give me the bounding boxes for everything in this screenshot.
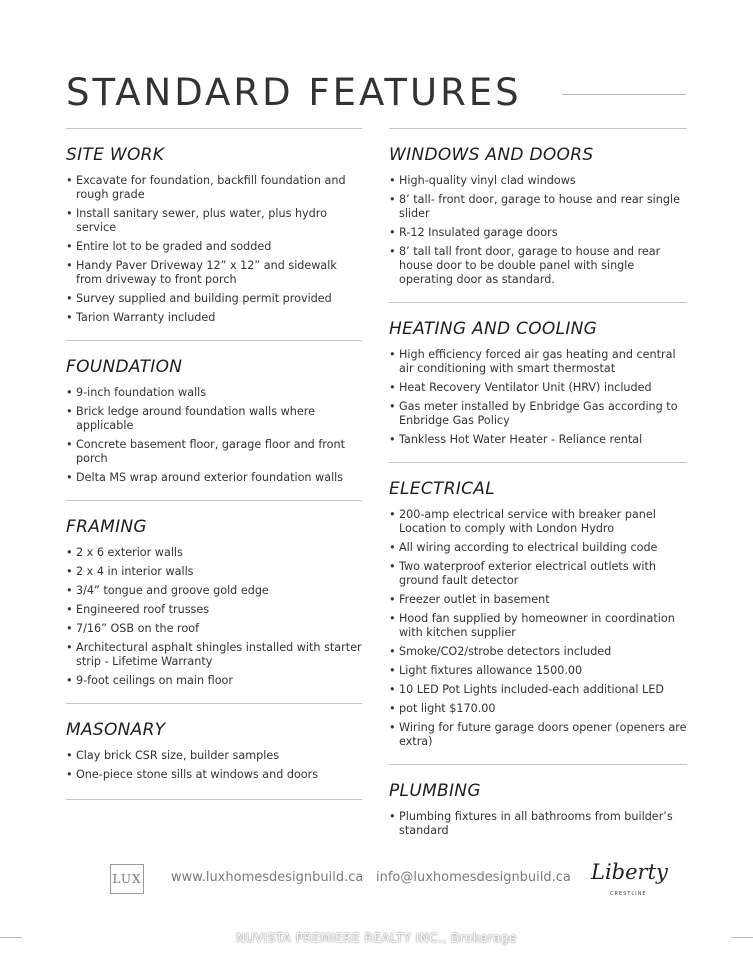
brokerage-watermark: NUVISTA PREMIERE REALTY INC., Brokerage xyxy=(236,931,517,945)
list-item: • Two waterproof exterior electrical outlets with ground fault detector xyxy=(389,560,687,588)
list-item: • Architectural asphalt shingles installed with starter strip - Lifetime Warranty xyxy=(66,641,362,669)
list-item: • High efficiency forced air gas heating and central air conditioning with smart thermostat xyxy=(389,348,687,376)
list-item: • 200-amp electrical service with breaker panel Location to comply with London Hydro xyxy=(389,508,687,536)
list-item: • Excavate for foundation, backfill foundation and rough grade xyxy=(66,174,362,202)
section-site-work xyxy=(66,128,362,340)
section-heading: SITE WORK xyxy=(66,145,165,165)
list-item: • R-12 Insulated garage doors xyxy=(389,226,687,240)
list-item: • Tankless Hot Water Heater - Reliance rental xyxy=(389,433,687,447)
section-heading: MASONARY xyxy=(66,720,166,740)
section-foundation xyxy=(66,340,362,500)
list-item: • Install sanitary sewer, plus water, plus hydro service xyxy=(66,207,362,235)
right-column xyxy=(389,128,687,853)
list-item: • High-quality vinyl clad windows xyxy=(389,174,687,188)
section-framing xyxy=(66,500,362,703)
feature-list xyxy=(389,508,687,749)
liberty-logo-subtext: CRESTLINE xyxy=(610,891,647,897)
list-item: • Survey supplied and building permit provided xyxy=(66,292,362,306)
website-link[interactable]: www.luxhomesdesignbuild.ca xyxy=(171,870,364,885)
list-item: • Light fixtures allowance 1500.00 xyxy=(389,664,687,678)
list-item: • pot light $170.00 xyxy=(389,702,687,716)
section-windows-doors xyxy=(389,128,687,302)
list-item: • Freezer outlet in basement xyxy=(389,593,687,607)
section-plumbing xyxy=(389,764,687,853)
left-column xyxy=(66,128,362,800)
list-item: • Heat Recovery Ventilator Unit (HRV) included xyxy=(389,381,687,395)
list-item: • Smoke/CO2/strobe detectors included xyxy=(389,645,687,659)
feature-list xyxy=(66,546,362,688)
feature-list xyxy=(66,749,362,782)
section-heading: HEATING AND COOLING xyxy=(389,319,598,339)
list-item: • 8’ tall- front door, garage to house and rear single slider xyxy=(389,193,687,221)
lux-logo: LUX xyxy=(110,864,144,894)
list-item: • Engineered roof trusses xyxy=(66,603,362,617)
section-heading: ELECTRICAL xyxy=(389,479,496,499)
section-heading: FOUNDATION xyxy=(66,357,183,377)
list-item: • 2 x 4 in interior walls xyxy=(66,565,362,579)
feature-list xyxy=(389,174,687,287)
list-item: • 7/16” OSB on the roof xyxy=(66,622,362,636)
list-item: • 8’ tall tall front door, garage to house and rear house door to be double panel with single operating door as standard. xyxy=(389,245,687,287)
section-heating-cooling xyxy=(389,302,687,462)
feature-list xyxy=(66,174,362,325)
feature-list xyxy=(66,386,362,485)
list-item: • Tarion Warranty included xyxy=(66,311,362,325)
list-item: • All wiring according to electrical building code xyxy=(389,541,687,555)
list-item: • Clay brick CSR size, builder samples xyxy=(66,749,362,763)
list-item: • 10 LED Pot Lights included-each additional LED xyxy=(389,683,687,697)
list-item: • 9-inch foundation walls xyxy=(66,386,362,400)
page-title: STANDARD FEATURES xyxy=(66,71,522,114)
list-item: • Entire lot to be graded and sodded xyxy=(66,240,362,254)
list-item: • Wiring for future garage doors opener (openers are extra) xyxy=(389,721,687,749)
section-heading: FRAMING xyxy=(66,517,147,537)
section-heading: WINDOWS AND DOORS xyxy=(389,145,594,165)
list-item: • Brick ledge around foundation walls where applicable xyxy=(66,405,362,433)
list-item: • Plumbing fixtures in all bathrooms from builder’s standard xyxy=(389,810,687,838)
list-item: • Handy Paver Driveway 12” x 12” and sidewalk from driveway to front porch xyxy=(66,259,362,287)
feature-list xyxy=(389,810,687,838)
title-divider xyxy=(562,94,686,95)
email-link[interactable]: info@luxhomesdesignbuild.ca xyxy=(376,870,571,885)
list-item: • 3/4” tongue and groove gold edge xyxy=(66,584,362,598)
liberty-logo: Liberty xyxy=(591,860,668,884)
list-item: • Delta MS wrap around exterior foundation walls xyxy=(66,471,362,485)
list-item: • One-piece stone sills at windows and doors xyxy=(66,768,362,782)
list-item: • 2 x 6 exterior walls xyxy=(66,546,362,560)
section-heading: PLUMBING xyxy=(389,781,481,801)
section-electrical xyxy=(389,462,687,764)
feature-list xyxy=(389,348,687,447)
section-masonary xyxy=(66,703,362,800)
list-item: • 9-foot ceilings on main floor xyxy=(66,674,362,688)
list-item: • Concrete basement floor, garage floor and front porch xyxy=(66,438,362,466)
list-item: • Gas meter installed by Enbridge Gas according to Enbridge Gas Policy xyxy=(389,400,687,428)
list-item: • Hood fan supplied by homeowner in coordination with kitchen supplier xyxy=(389,612,687,640)
